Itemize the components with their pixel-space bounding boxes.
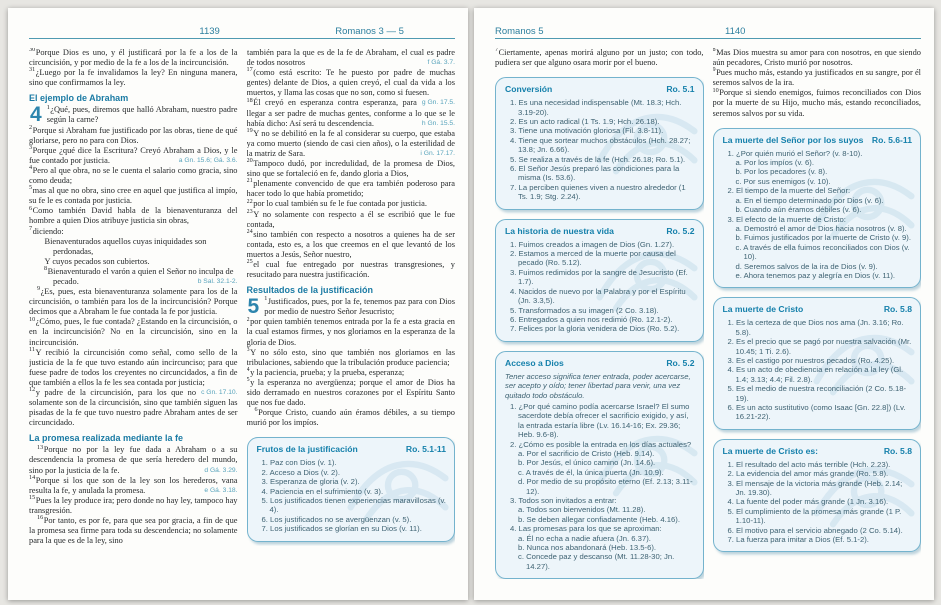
- verse-text: por quien también tenemos entrada por la fe a esta gracia en la cual estamos firmes, y nos gloriamos en la esperanza de la gloria de Dios.: [246, 317, 455, 347]
- verse-text: Pero al que obra, no se le cuenta el salario como gracia, sino como deuda;: [29, 165, 238, 186]
- verse-text: Él creyó en esperanza contra esperanza, para llegar a ser padre de muchas gentes, conforme a lo que se le había dicho: Así será tu descendencia.: [246, 98, 455, 128]
- verse-group: [29, 123, 238, 237]
- verse: [29, 143, 238, 166]
- box-list-item: b. Por los pecadores (v. 8).: [735, 167, 828, 177]
- box-ref: Ro. 5.2: [666, 225, 695, 236]
- verse-text: Bienaventurados aquellos cuyas iniquidades son perdonadas,: [44, 236, 207, 256]
- verse-text: (como está escrito: Te he puesto por padre de muchas gentes) delante de Dios, a quien creyó, el cual da vida a los muertos, y llama las cosas que no son, como si fuesen.: [246, 68, 455, 98]
- box-list-item: 2. Estamos a merced de la muerte por causa del pecado (Ro. 5.12).: [510, 249, 676, 268]
- cross-reference: i Gn. 17.17.: [420, 149, 455, 157]
- left-page-column-1: [29, 48, 238, 546]
- cross-reference: e Gá. 3.18.: [204, 486, 238, 494]
- box-title: La muerte del Señor por los suyos: [722, 134, 864, 145]
- verse-number: 2: [29, 123, 33, 131]
- left-page-header: [29, 24, 455, 39]
- verse: [29, 224, 238, 237]
- verse-number: 5: [29, 184, 33, 192]
- box-ref: Ro. 5.6-11: [871, 134, 912, 145]
- box-list-item: 3. Fuimos redimidos por la sangre de Jesucristo (Ef. 1.7).: [510, 267, 688, 287]
- study-box-muerte-cristo-es: [713, 439, 922, 553]
- box-list-item: a. En el tiempo determinado por Dios (v. 6).: [735, 195, 884, 205]
- verse: [29, 68, 238, 88]
- verse: [495, 48, 704, 68]
- box-ref: Ro. 5.1-11: [405, 444, 446, 455]
- verse: [29, 516, 238, 546]
- verse-number: 25: [246, 258, 253, 266]
- box-list-item: 4. Las promesas para los que se aproximan:: [510, 524, 662, 534]
- box-title: Acceso a Dios: [505, 357, 564, 368]
- verse-number: 7: [495, 48, 499, 54]
- verse: [246, 126, 456, 159]
- verse-text: Justificados, pues, por la fe, tenemos paz para con Dios por medio de nuestro Señor Jesucristo;: [264, 297, 455, 317]
- verse-group: [247, 48, 456, 280]
- verse-text: plenamente convencido de que era también poderoso para hacer todo lo que había prometido;: [246, 179, 455, 199]
- verse: [246, 345, 456, 368]
- box-list: [723, 149, 913, 281]
- verse-number: 6: [29, 204, 33, 212]
- page-number: 1140: [725, 26, 746, 37]
- poetry-block: [29, 237, 238, 287]
- verse-group: [29, 445, 238, 546]
- verse-group: [29, 287, 238, 428]
- verse-text: Y no se debilitó en la fe al considerar su cuerpo, que estaba ya como muerto (siendo de casi cien años), o la esterilidad de la matriz de Sara.: [246, 128, 455, 158]
- verse-number: 14: [29, 473, 36, 481]
- verse-number: 30: [29, 48, 36, 54]
- verse-group: [713, 48, 922, 119]
- verse-number: 4: [246, 366, 250, 374]
- right-page-column-1: [495, 48, 704, 579]
- verse-text: ¿Qué, pues, diremos que halló Abraham, nuestro padre según la carne?: [46, 105, 238, 125]
- box-list-item: b. Se deben allegar confiadamente (Heb. 4.16).: [518, 514, 680, 524]
- verse-text: sino también con respecto a nosotros a quienes ha de ser contada, esto es, a los que creemos en el que levantó de los muertos a Jesús, Señor nuestro,: [246, 229, 455, 259]
- box-ref: Ro. 5.8: [883, 304, 912, 315]
- verse-group: [247, 317, 456, 428]
- verse-number: 5: [246, 376, 250, 384]
- box-title: La muerte de Cristo: [722, 304, 804, 315]
- box-list-item: a. Por los impíos (v. 6).: [735, 158, 814, 168]
- verse-text: Porque si Abraham fue justificado por las obras, tiene de qué gloriarse, pero no para con Dios.: [29, 125, 238, 145]
- cross-reference: c Gn. 17.10.: [201, 389, 238, 396]
- verse: [29, 206, 238, 226]
- box-header: [505, 84, 695, 94]
- box-list-item: 2. Es el precio que se pagó por nuestra salvación (Mr. 10.45; 1 Ti. 2.6).: [727, 337, 912, 356]
- chapter-number: 4: [30, 103, 42, 127]
- left-page-column-2: [247, 48, 456, 546]
- box-list-item: b. Fuimos justificados por la muerte de Cristo (v. 9).: [735, 233, 911, 243]
- box-list-item: 5. Los justificados tienen experiencias maravillosas (v. 4).: [261, 496, 446, 515]
- verse-text: Tampoco dudó, por incredulidad, de la promesa de Dios, sino que se fortaleció en fe, dando gloria a Dios,: [246, 159, 455, 179]
- box-list-item: c. A través de él, la única puerta (Jn. 10.9).: [518, 467, 664, 477]
- box-list-item: 4. La fuente del poder más grande (1 Jn. 3.16).: [727, 497, 889, 507]
- box-ref: Ro. 5.1: [666, 84, 695, 95]
- section-heading: Resultados de la justificación: [246, 285, 374, 296]
- box-header: [505, 358, 695, 368]
- verse: [29, 473, 238, 496]
- verse-number: 18: [246, 96, 253, 104]
- verse-number: 17: [246, 66, 253, 74]
- right-page-column-2: [713, 48, 922, 579]
- verse-number: 20: [246, 157, 253, 165]
- study-box-frutos: [247, 437, 456, 541]
- box-list-item: 7. Felices por la gloria venidera de Dios (Ro. 5.2).: [510, 324, 680, 334]
- verse: [246, 227, 456, 260]
- verse-text: también para la que es de la fe de Abraham, el cual es padre de todos nosotros: [246, 48, 455, 68]
- verse-number: 23: [246, 207, 253, 215]
- box-list-item: 5. Transformados a su imagen (2 Co. 3.18).: [510, 305, 659, 315]
- box-list-item: 4. Paciencia en el sufrimiento (v. 3).: [261, 486, 384, 496]
- verse-text: Porque si siendo enemigos, fuimos reconciliados con Dios por la muerte de su Hijo, mucho más, estando reconciliados, seremos salvos por su vida.: [712, 88, 921, 118]
- box-list-item: b. Nunca nos abandonará (Heb. 13.5-6).: [518, 543, 657, 553]
- verse-text: y la paciencia, prueba; y la prueba, esperanza;: [250, 367, 405, 377]
- box-list-item: 1. ¿Por quién murió el Señor? (v. 8-10).: [727, 148, 863, 158]
- verse-number: 24: [246, 227, 253, 235]
- verse-number: 8: [44, 265, 48, 273]
- verse-number: 13: [37, 443, 44, 451]
- box-list-item: a. Por el sacrificio de Cristo (Heb. 9.14).: [518, 448, 655, 458]
- verse-number: 31: [29, 66, 36, 74]
- box-list-item: 3. El efecto de la muerte de Cristo:: [727, 214, 846, 224]
- box-list-item: 4. Nacidos de nuevo por la Palabra y por el Espíritu (Jn. 3.3,5).: [510, 286, 686, 306]
- running-title: Romanos 3 — 5: [335, 26, 404, 37]
- poetry-line: [29, 257, 238, 267]
- box-list-item: 2. ¿Cómo es posible la entrada en los días actuales?: [510, 439, 692, 449]
- box-title: Frutos de la justificación: [256, 444, 358, 455]
- verse-text: Y no sólo esto, sino que también nos gloriamos en las tribulaciones, sabiendo que la tribulación produce paciencia;: [246, 347, 455, 367]
- box-list-item: 5. Es el medio de nuestra reconciliación (2 Co. 5.18-19).: [727, 384, 907, 403]
- box-list-item: e. Ahora tenemos paz y alegría en Dios (v. 11).: [735, 270, 896, 280]
- verse-text: y la esperanza no avergüenza; porque el amor de Dios ha sido derramado en nuestros corazones por el Espíritu Santo que nos fue dado.: [246, 377, 455, 408]
- box-header: [257, 444, 447, 454]
- box-list-item: 1. Paz con Dios (v. 1).: [261, 458, 337, 468]
- verse: [29, 105, 238, 125]
- box-list-item: 6. Es un acto sustitutivo (como Isaac [Gn. 22.8]) (Lv. 16.21-22).: [727, 403, 906, 422]
- verse-number: 3: [246, 345, 250, 353]
- box-list-item: 3. Esperanza de gloria (v. 2).: [261, 477, 360, 487]
- box-list-item: 6. Entregados a quien nos redimió (Ro. 12.1-2).: [510, 314, 673, 324]
- box-intro: Tener acceso significa tener entrada, poder acercarse, ser acepto y oído; tener libertad para venir, una vez quitado todo obstáculo.: [505, 371, 691, 400]
- left-page: [8, 8, 468, 600]
- box-header: [505, 226, 695, 236]
- box-list-item: 3. Todos son invitados a entrar:: [510, 496, 617, 505]
- verse-text: diciendo:: [32, 226, 64, 236]
- cross-reference: h Gn. 15.5.: [421, 119, 455, 127]
- poetry-line: [29, 237, 238, 257]
- box-title: La muerte de Cristo es:: [722, 445, 819, 456]
- verse-text: el cual fue entregado por nuestras transgresiones, y resucitado para nuestra justificación.: [246, 259, 455, 280]
- verse-number: 12: [29, 386, 36, 394]
- box-list-item: 3. Tiene una motivación gloriosa (Fil. 3.8-11).: [510, 126, 664, 136]
- box-list: [723, 318, 913, 421]
- verse-text: ¿Cómo, pues, le fue contada? ¿Estando en la circuncisión, o en la incircuncisión? No en la circuncisión, sino en la incircuncisión.: [29, 317, 238, 347]
- verse-number: 21: [246, 177, 253, 185]
- box-header: [723, 135, 913, 145]
- box-list-item: 7. La perciben quienes viven a nuestro alrededor (1 Ts. 1.9; Stg. 2.24).: [510, 182, 686, 202]
- study-box-muerte-senor: [713, 128, 922, 289]
- box-list: [505, 98, 695, 201]
- right-page-header: [495, 24, 921, 39]
- box-list: [505, 240, 695, 334]
- verse: [29, 496, 238, 516]
- verse-number: 1: [46, 103, 50, 111]
- box-list-item: 3. El mensaje de la victoria más grande (Heb. 2.14; Jn. 19.30).: [727, 478, 903, 498]
- box-list-item: 4. Es un acto de obediencia en relación a la ley (Gl. 1.4; 3.13; 4.4; Fil. 2.8).: [727, 365, 904, 384]
- box-list-item: c. Concede paz y descanso (Mt. 11.28-30; Jn. 14.27).: [518, 552, 675, 571]
- verse-text: Pues mucho más, estando ya justificados en su sangre, por él seremos salvos de la ira.: [712, 68, 921, 88]
- verse: [246, 207, 456, 230]
- verse-number: 7: [29, 224, 33, 232]
- box-list-item: 1. Es la certeza de que Dios nos ama (Jn. 3.16; Ro. 5.8).: [727, 318, 904, 337]
- verse: [713, 48, 922, 68]
- box-list-item: 2. Es un acto radical (1 Ts. 1.9; Hch. 26.18).: [510, 117, 660, 126]
- box-list-item: 2. La evidencia del amor más grande (Ro. 5.8).: [727, 469, 889, 479]
- verse-text: ¿Luego por la fe invalidamos la ley? En ninguna manera, sino que confirmamos la ley.: [29, 68, 238, 88]
- box-list-item: 7. La fuerza para imitar a Dios (Ef. 5.1-2).: [727, 535, 869, 545]
- verse-text: Porque ¿qué dice la Escritura? Creyó Abraham a Dios, y le fue contado por justicia.: [29, 145, 238, 165]
- cross-reference: a Gn. 15.6; Gá. 3.6.: [178, 156, 238, 164]
- left-page-columns: [29, 48, 455, 546]
- verse-text: Porque no por la ley fue dada a Abraham o a su descendencia la promesa de que sería heredero del mundo, sino por la justicia de la fe.: [29, 445, 238, 475]
- study-box-muerte-cristo: [713, 297, 922, 429]
- box-list-item: 1. ¿Por qué camino podía acercarse Israel? El sumo sacerdote debía ofrecer el sacrificio exigido, y así, la entrada estaría libre (Lv. 16.14-16; Ex. 29.36; Heb. 9.6-8).: [510, 401, 690, 440]
- box-list-item: 4. Tiene que sortear muchos obstáculos (Hch. 28.27; 13.8; Jn. 6.66).: [510, 135, 691, 155]
- verse-group: [495, 48, 704, 68]
- verse: [247, 48, 456, 68]
- verse: [247, 159, 456, 179]
- box-title: La historia de nuestra vida: [505, 225, 614, 236]
- verse-number: 22: [246, 197, 253, 205]
- verse-text: mas al que no obra, sino cree en aquel que justifica al impío, su fe le es contada por justicia.: [29, 186, 238, 206]
- section-heading: La promesa realizada mediante la fe: [29, 433, 184, 444]
- verse-text: Y no solamente con respecto a él se escribió que le fue contada,: [246, 209, 455, 229]
- verse-number: 15: [29, 494, 36, 502]
- right-page-columns: [495, 48, 921, 579]
- box-list-item: c. Por sus enemigos (v. 10).: [735, 176, 831, 186]
- verse: [247, 179, 456, 199]
- box-list-item: 6. El motivo para el servicio abnegado (2 Co. 5.14).: [727, 525, 903, 535]
- poetry-line: [29, 267, 238, 287]
- box-list-item: a. Todos son bienvenidos (Mt. 11.28).: [518, 505, 646, 515]
- cross-reference: d Gá. 3.29.: [204, 466, 238, 474]
- verse-text: Ciertamente, apenas morirá alguno por un justo; con todo, pudiera ser que alguno osara morir por el bueno.: [495, 48, 704, 68]
- verse-text: Bienaventurado el varón a quien el Señor no inculpa de pecado.: [47, 266, 234, 286]
- verse-text: Por tanto, es por fe, para que sea por gracia, a fin de que la promesa sea firme para toda su descendencia; no solamente para la que es de la ley, sino: [29, 516, 238, 546]
- box-list-item: b. Cuando aún éramos débiles (v. 6).: [735, 205, 862, 215]
- study-box-historia: [495, 219, 704, 342]
- page-number: 1139: [199, 26, 220, 37]
- box-header: [723, 446, 913, 456]
- box-ref: Ro. 5.2: [666, 357, 695, 368]
- verse-number: 10: [29, 315, 36, 323]
- verse-text: Y cuyos pecados son cubiertos.: [44, 256, 150, 266]
- cross-reference: b Sal. 32.1-2.: [197, 277, 238, 285]
- box-list-item: b. Por Jesús, el único camino (Jn. 14.6).: [518, 458, 656, 468]
- chapter-number: 5: [247, 295, 260, 319]
- box-list-item: 2. El tiempo de la muerte del Señor:: [727, 186, 851, 196]
- verse-text: Porque Cristo, cuando aún éramos débiles, a su tiempo murió por los impíos.: [246, 408, 455, 428]
- verse-number: 4: [29, 164, 33, 172]
- verse-text: por lo cual también su fe le fue contada por justicia.: [253, 199, 427, 209]
- box-list-item: a. Demostró el amor de Dios hacia nosotros (v. 8).: [735, 223, 907, 233]
- verse: [29, 166, 238, 186]
- right-page: [474, 8, 934, 600]
- verse: [29, 186, 238, 206]
- box-ref: Ro. 5.8: [883, 445, 912, 456]
- verse-group: [29, 48, 238, 88]
- verse-number: 11: [29, 345, 35, 353]
- verse: [29, 317, 238, 347]
- running-title: Romanos 5: [495, 26, 544, 37]
- study-box-conversion: [495, 77, 704, 209]
- verse: [247, 368, 456, 378]
- box-list-item: a. Él no echa a nadie afuera (Jn. 6.37).: [518, 533, 651, 543]
- verse-number: 2: [246, 315, 250, 323]
- box-list-item: 5. Se realiza a través de la fe (Hch. 26.18; Ro. 5.1).: [510, 154, 686, 164]
- verse-number: 1: [264, 295, 268, 303]
- box-list-item: 1. Fuimos creados a imagen de Dios (Gn. 1.27).: [510, 239, 675, 249]
- verse: [29, 48, 238, 68]
- verse-text: y padre de la circuncisión, para los que no solamente son de la circuncisión, sino que también siguen las pisadas de la fe que tuvo nuestro padre Abraham antes de ser circuncidado.: [29, 388, 238, 428]
- cross-reference: f Gá. 3.7.: [427, 59, 455, 67]
- verse: [713, 68, 922, 88]
- box-list-item: 7. Los justificados se glorían en su Dios (v. 11).: [261, 524, 422, 534]
- verse-text: Pues la ley produce ira; pero donde no hay ley, tampoco hay transgresión.: [29, 495, 238, 515]
- verse: [247, 317, 456, 347]
- box-list: [505, 402, 695, 571]
- verse: [713, 88, 922, 118]
- verse: [247, 199, 456, 209]
- section-heading: El ejemplo de Abraham: [29, 93, 129, 104]
- box-header: [723, 304, 913, 314]
- verse: [247, 408, 456, 428]
- verse: [29, 445, 238, 475]
- verse-number: 3: [29, 143, 33, 151]
- verse-number: 9: [712, 66, 716, 74]
- chapter-5-start: [247, 297, 456, 317]
- box-list-item: 5. El cumplimiento de la promesa más grande (1 P. 1.10-11).: [727, 506, 902, 526]
- box-list-item: c. A través de ella fuimos reconciliados con Dios (v. 10).: [735, 242, 910, 262]
- verse-number: 8: [712, 48, 716, 54]
- box-list-item: d. Seremos salvos de la ira de Dios (v. 9).: [735, 261, 878, 271]
- box-list: [257, 458, 447, 533]
- box-list-item: 6. Los justificados no se avergüenzan (v. 5).: [261, 514, 412, 524]
- verse-number: 6: [254, 406, 258, 414]
- box-list-item: 1. Es una necesidad indispensable (Mt. 18.3; Hch. 3.19-20).: [510, 98, 682, 117]
- verse-number: 16: [37, 514, 44, 522]
- verse-text: Mas Dios muestra su amor para con nosotros, en que siendo aún pecadores, Cristo murió por nosotros.: [712, 48, 921, 68]
- box-title: Conversión: [505, 84, 553, 95]
- verse-number: 9: [37, 285, 41, 293]
- verse-text: Y recibió la circuncisión como señal, como sello de la justicia de la fe que tuvo estando aún incircunciso; para que fuese padre de todos los creyentes no circuncidados, a fin de que también a ellos la fe les sea contada por justicia;: [29, 347, 238, 387]
- box-list-item: 1. El resultado del acto más terrible (Hch. 2.23).: [727, 459, 891, 469]
- verse: [29, 123, 238, 146]
- verse: [29, 287, 238, 317]
- verse-text: Porque Dios es uno, y él justificará por la fe a los de la circuncisión, y por medio de la fe a los de la incircuncisión.: [29, 48, 238, 68]
- verse: [247, 297, 456, 317]
- box-list-item: 6. El Señor Jesús preparó las condiciones para la misma (Is. 53.6).: [510, 164, 680, 183]
- box-list: [723, 460, 913, 545]
- verse-number: 19: [246, 126, 253, 134]
- chapter-4-start: [29, 105, 238, 125]
- cross-reference: g Gn. 17.5.: [421, 99, 455, 107]
- verse-text: ¿Es, pues, esta bienaventuranza solamente para los de la circuncisión, o también para los de la incircuncisión? Porque decimos que a Abraham le fue contada la fe por justicia.: [29, 287, 238, 317]
- verse-number: 10: [712, 86, 719, 94]
- verse-text: Porque si los que son de la ley son los herederos, vana resulta la fe, y anulada la promesa.: [29, 475, 238, 495]
- box-list-item: d. Por medio de su propósito eterno (Ef. 2.13; 3.11-12).: [518, 477, 693, 496]
- verse: [247, 378, 456, 408]
- verse: [247, 260, 456, 280]
- study-box-acceso: [495, 351, 704, 580]
- box-list-item: 2. Acceso a Dios (v. 2).: [261, 467, 340, 477]
- verse-text: Como también David habla de la bienaventuranza del hombre a quien Dios atribuye justicia sin obras,: [29, 206, 238, 226]
- box-list-item: 3. Es el castigo por nuestros pecados (Ro. 4.25).: [727, 355, 895, 365]
